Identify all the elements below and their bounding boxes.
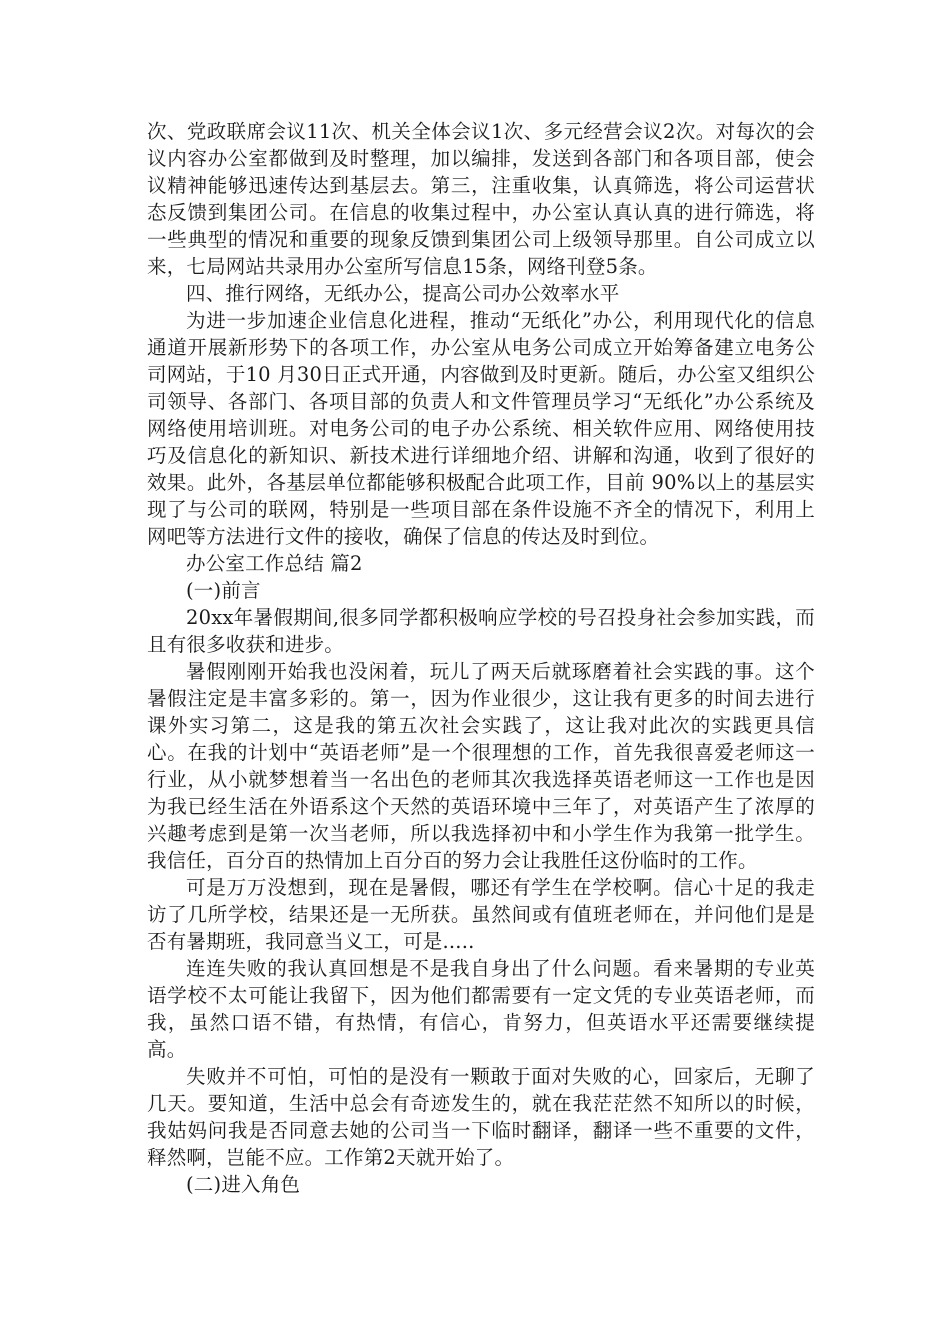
section-heading-entering-role: (二)进入角色 (186, 1173, 301, 1196)
paragraph-english-teacher-plan: 暑假刚刚开始我也没闲着，玩儿了两天后就琢磨着社会实践的事。这个暑假注定是丰富多彩的。第一，因为作业很少，这让我有更多的时间去进行课外实习第二，这是我的第五次社会实践了，这让我对此次的实践更具信心。在我的计划中“英语老师”是一个很理想的工作，首先我很喜爱老师这一行业，从小就梦想着当一名出色的老师其次我选择英语老师这一工作也是因为我已经生活在外语系这个天然的英语环境中三年了，对英语产生了浓厚的兴趣考虑到是第一次当老师，所以我选择初中和小学生作为我第一批学生。我信任，百分百的热情加上百分百的努力会让我胜任这份临时的工作。 (147, 660, 815, 872)
paragraph-summer-practice: 20xx年暑假期间,很多同学都积极响应学校的号召投身社会参加实践，而且有很多收获和进步。 (147, 606, 815, 656)
section-heading-network: 四、推行网络，无纸办公，提高公司办公效率水平 (186, 282, 620, 305)
article-title-part-2: 办公室工作总结 篇2 (186, 552, 363, 575)
paragraph-paperless-office: 为进一步加速企业信息化进程，推动“无纸化”办公，利用现代化的信息通道开展新形势下的各项工作，办公室从电务公司成立开始筹备建立电务公司网站，于10 月30日正式开通，内容做到及时更新。随后，办公室又组织公司领导、各部门、各项目部的负责人和文件管理员学习“无纸化”办公系统及网络使用培训班。对电务公司的电子办公系统、相关软件应用、网络使用技巧及信息化的新知识、新技术进行详细地介绍、讲解和沟通，收到了很好的效果。此外，各基层单位都能够积极配合此项工作，目前 90%以上的基层实现了与公司的联网，特别是一些项目部在条件设施不齐全的情况下，利用上网吧等方法进行文件的接收，确保了信息的传达及时到位。 (147, 309, 815, 548)
paragraph-translation-job: 失败并不可怕，可怕的是没有一颗敢于面对失败的心，回家后，无聊了几天。要知道，生活中总会有奇迹发生的，就在我茫茫然不知所以的时候，我姑妈问我是否同意去她的公司当一下临时翻译，翻译一些不重要的文件，释然啊，岂能不应。工作第2天就开始了。 (147, 1065, 815, 1169)
paragraph-meetings-summary: 次、党政联席会议11次、机关全体会议1次、多元经营会议2次。对每次的会议内容办公室都做到及时整理，加以编排，发送到各部门和各项目部，使会议精神能够迅速传达到基层去。第三，注重收集，认真筛选，将公司运营状态反馈到集团公司。在信息的收集过程中，办公室认真认真的进行筛选，将一些典型的情况和重要的现象反馈到集团公司上级领导那里。自公司成立以来，七局网站共录用办公室所写信息15条，网络刊登5条。 (147, 120, 815, 278)
section-heading-preface: (一)前言 (186, 579, 261, 602)
paragraph-reflection: 连连失败的我认真回想是不是我自身出了什么问题。看来暑期的专业英语学校不太可能让我留下，因为他们都需要有一定文凭的专业英语老师，而我，虽然口语不错，有热情，有信心，肯努力，但英语水平还需要继续提高。 (147, 957, 815, 1061)
paragraph-school-visits: 可是万万没想到，现在是暑假，哪还有学生在学校啊。信心十足的我走访了几所学校，结果还是一无所获。虽然间或有值班老师在，并问他们是是否有暑期班，我同意当义工，可是..... (147, 876, 815, 953)
document-body (147, 118, 815, 1198)
